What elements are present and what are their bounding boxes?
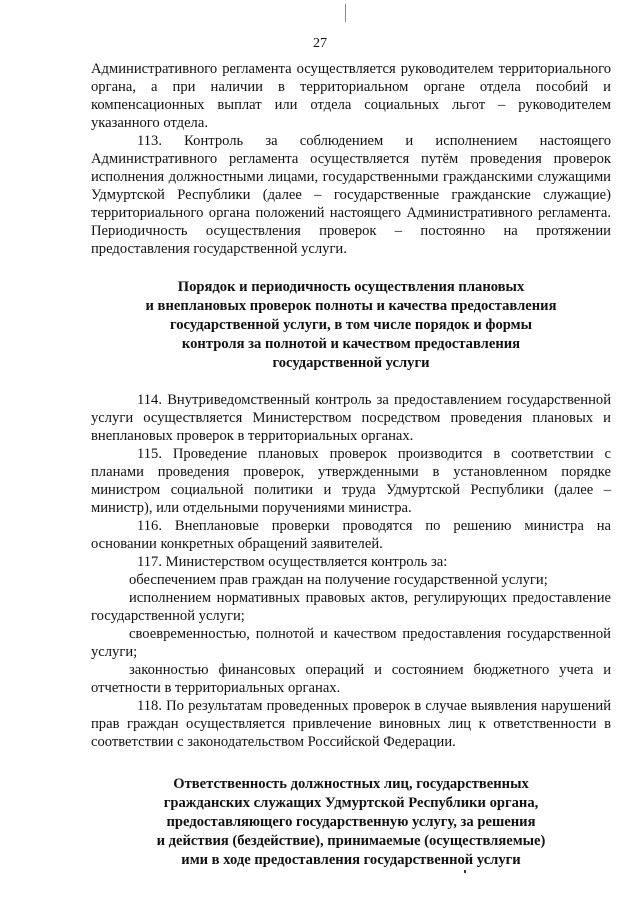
heading-line: Порядок и периодичность осуществления плановых <box>177 279 525 295</box>
heading-line: предоставляющего государственную услугу, за решения <box>166 814 536 830</box>
heading-line: и действия (бездействие), принимаемые (осуществляемые) <box>156 833 546 849</box>
page-number: 27 <box>313 36 327 51</box>
control-item: обеспечением прав граждан на получение государственной услуги; <box>129 572 548 588</box>
paragraph-continuation: Административного регламента осуществляется руководителем территориального органа, а при наличии в территориальном органе отдела пособий и компенсационных выплат или отдела социальных льгот – руководителем указанного отдела. <box>91 61 611 131</box>
section-heading-responsibility <box>91 775 611 870</box>
paragraph-115: 115. Проведение плановых проверок производится в соответствии с планами проведения проверок, утвержденными в установленном порядке министром социальной политики и труда Удмуртской Республики (далее – министр), или отдельными поручениями министра. <box>91 446 611 516</box>
document-body <box>91 60 611 870</box>
control-item: исполнением нормативных правовых актов, регулирующих предоставление государственной услуги; <box>91 590 611 624</box>
heading-line: и внеплановых проверок полноты и качества предоставления <box>145 298 557 314</box>
control-item: своевременностью, полнотой и качеством предоставления государственной услуги; <box>91 626 611 660</box>
scan-mark <box>464 870 466 873</box>
paragraph-116: 116. Внеплановые проверки проводятся по решению министра на основании конкретных обращений заявителей. <box>91 518 611 552</box>
section-heading-inspections <box>91 278 611 373</box>
heading-line: Ответственность должностных лиц, государственных <box>173 776 529 792</box>
scan-mark <box>345 4 346 22</box>
heading-line: гражданских служащих Удмуртской Республики органа, <box>163 795 539 811</box>
heading-line: контроля за полнотой и качеством предоставления <box>181 336 521 352</box>
paragraph-113: 113. Контроль за соблюдением и исполнением настоящего Административного регламента осуществляется путём проведения проверок исполнения должностными лицами, государственными гражданскими служащими Удмуртской Республики (далее – государственные гражданские служащие) территориального органа положений настоящего Административного регламента. Периодичность осуществления проверок – постоянно на протяжении предоставления государственной услуги. <box>91 133 611 257</box>
control-item: законностью финансовых операций и состоянием бюджетного учета и отчетности в территориальных органах. <box>91 662 611 696</box>
paragraph-117: 117. Министерством осуществляется контроль за: <box>137 554 448 570</box>
paragraph-118: 118. По результатам проведенных проверок в случае выявления нарушений прав граждан осуществляется привлечение виновных лиц к ответственности в соответствии с законодательством Российской Федерации. <box>91 698 611 750</box>
heading-line: государственной услуги <box>272 355 430 371</box>
heading-line: государственной услуги, в том числе порядок и формы <box>169 317 532 333</box>
paragraph-114: 114. Внутриведомственный контроль за предоставлением государственной услуги осуществляется Министерством посредством проведения плановых и внеплановых проверок в территориальных органах. <box>91 392 611 444</box>
heading-line: ими в ходе предоставления государственной услуги <box>181 852 521 868</box>
